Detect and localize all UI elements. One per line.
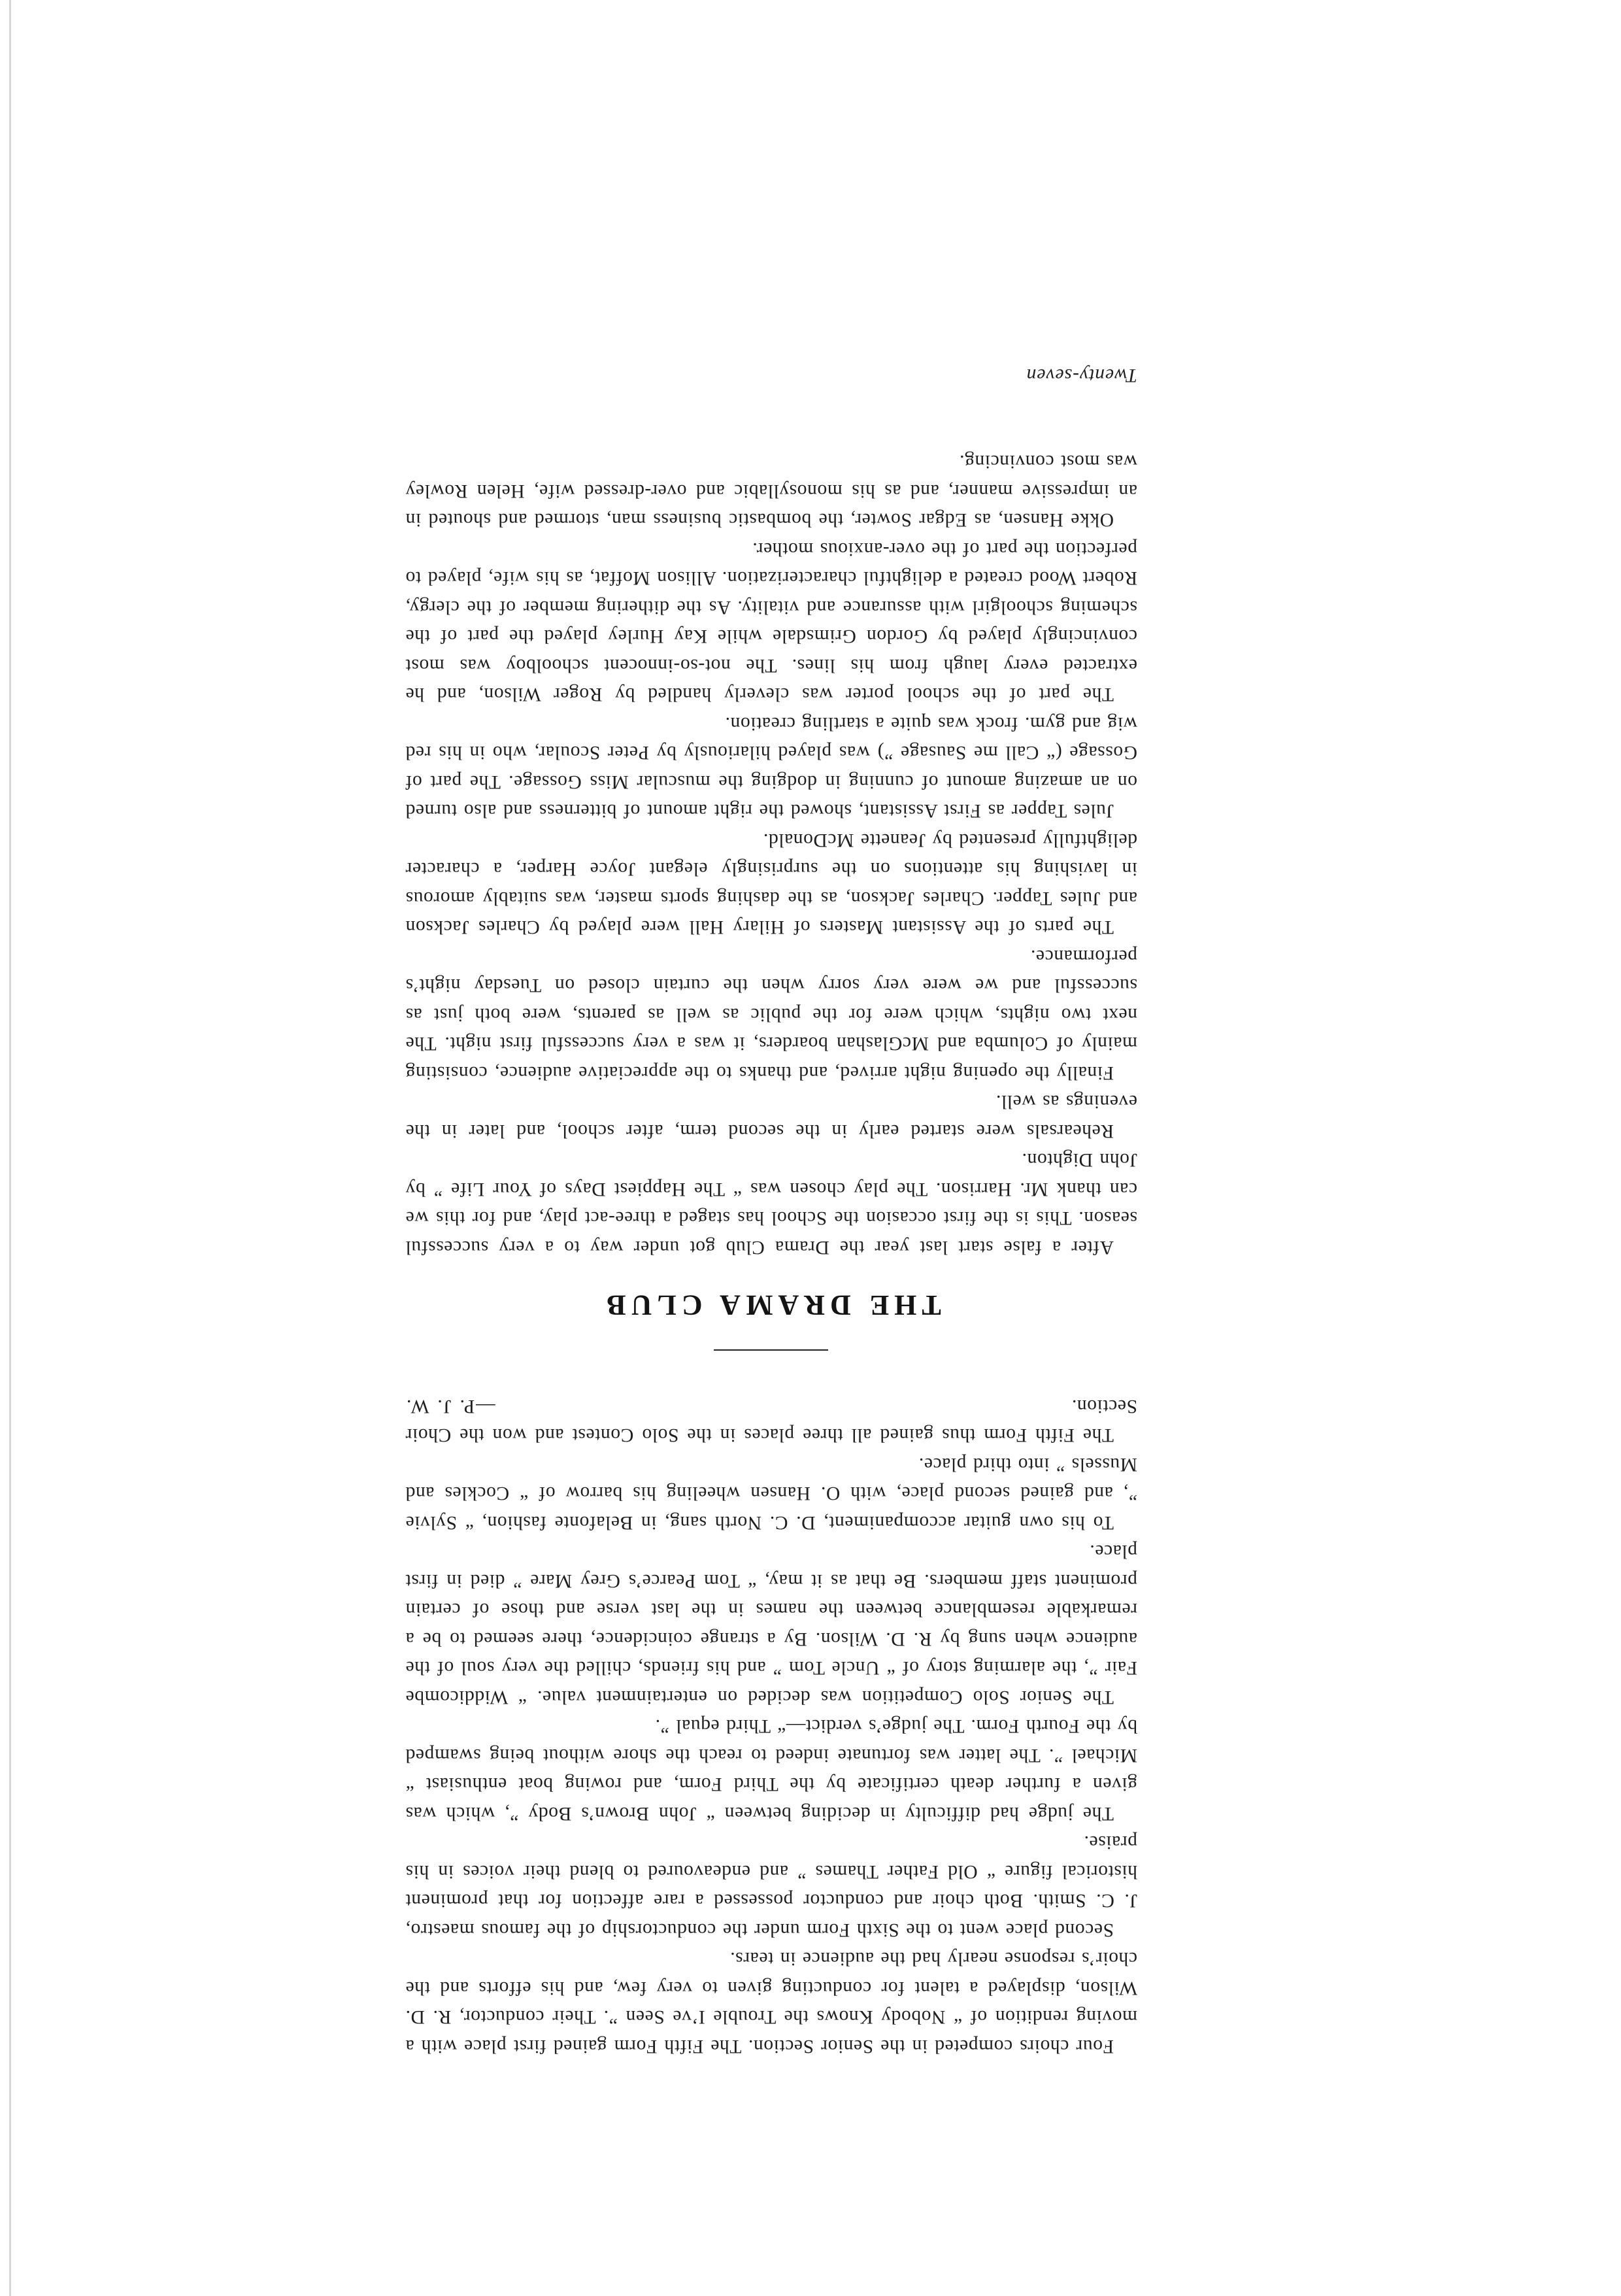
drama-paragraph-7: Okke Hansen, as Edgar Sowter, the bombastic business man, stormed and shouted in an impressive manner, and as his monosyllabic and over-dressed wife, Helen Rowley was most convincing. bbox=[405, 451, 1137, 531]
choir-paragraph-2: Second place went to the Sixth Form under the conductorship of the famous maestro, J. C. Smith. Both choir and conductor possessed a rare affection for that prominent historical figure “ Old Father Thames ” and endeavoured to blend their voices in his praise. bbox=[405, 1832, 1137, 1940]
drama-paragraph-5: Jules Tapper as First Assistant, showed the right amount of bitterness and also turned on an amazing amount of cunning in dodging the muscular Miss Gossage. The part of Gossage (“ Call me Sausage ”) was played hilariously by Peter Scoular, who in his red wig and gym. frock was quite a startling creation. bbox=[405, 713, 1137, 822]
choir-paragraph-5: To his own guitar accompaniment, D. C. North sang, in Belafonte fashion, “ Sylvie ”, and gained second place, with O. Hansen wheeling his barrow of “ Cockles and Mussels ” into third place. bbox=[405, 1454, 1137, 1533]
text-column bbox=[405, 361, 1137, 2061]
drama-club-section bbox=[405, 447, 1137, 1320]
drama-paragraph-4: The parts of the Assistant Masters of Hilary Hall were played by Charles Jackson and Jules Tapper. Charles Jackson, as the dashing sports master, was suitably amorous in lavishing his attentions on the surprisingly elegant Joyce Harper, a character delightfully presented by Jeanette McDonald. bbox=[405, 830, 1137, 938]
choir-report bbox=[405, 1392, 1137, 2061]
choir-paragraph-1: Four choirs competed in the Senior Section. The Fifth Form gained first place with a moving rendition of “ Nobody Knows the Trouble I’ve Seen ”. Their conductor, R. D. Wilson, displayed a talent for conducting given to very few, and his efforts and the choir’s response nearly had the audience in tears. bbox=[405, 1948, 1137, 2057]
drama-paragraph-1: After a false start last year the Drama Club got under way to a very successful season. This is the first occasion the School has staged a three-act play, and for this we can thank Mr. Harrison. The play chosen was “ The Happiest Days of Your Life ” by John Dighton. bbox=[405, 1149, 1137, 1258]
choir-paragraph-4: The Senior Solo Competition was decided on entertainment value. “ Widdicombe Fair ”, the alarming story of “ Uncle Tom ” and his friends, chilled the very soul of the audience when sung by R. D. Wilson. By a strange coincidence, there seemed to be a remarkable resemblance between the names in the last verse and those of certain prominent staff members. Be that as it may, “ Tom Pearce’s Grey Mare ” died in first place. bbox=[405, 1541, 1137, 1708]
author-initials: —P. J. W. bbox=[405, 1396, 495, 1417]
drama-paragraph-6: The part of the school porter was cleverly handled by Roger Wilson, and he extracted every laugh from his lines. The not-so-innocent schoolboy was most convincingly played by Gordon Grimsdale while Kay Hurley played the part of the scheming schoolgirl with assurance and vitality. As the dithering member of the clergy, Robert Wood created a delightful characterization. Allison Moffat, as his wife, played to perfection the part of the over-anxious mother. bbox=[405, 539, 1137, 705]
page-number: Twenty-seven bbox=[1026, 365, 1137, 386]
section-divider bbox=[714, 1350, 829, 1351]
drama-paragraph-2: Rehearsals were started early in the second term, after school, and later in the evenings as well. bbox=[405, 1091, 1137, 1141]
choir-paragraph-3: The judge had difficulty in deciding between “ John Brown’s Body ”, which was given a further death certificate by the Third Form, and rowing boat enthusiast “ Michael ”. The latter was fortunate indeed to reach the shore without being swamped by the Fourth Form. The judge’s verdict—“ Third equal ”. bbox=[405, 1715, 1137, 1824]
drama-paragraph-3: Finally the opening night arrived, and thanks to the appreciative audience, consisting mainly of Columba and McGlashan boarders, it was a very successful first night. The next two nights, which were for the public as well as parents, were both just as successful and we were very sorry when the curtain closed on Tuesday night’s performance. bbox=[405, 946, 1137, 1083]
choir-paragraph-6: The Fifth Form thus gained all three places in the Solo Contest and won the Choir Section. bbox=[405, 1396, 1137, 1446]
section-heading: THE DRAMA CLUB bbox=[601, 1289, 941, 1322]
